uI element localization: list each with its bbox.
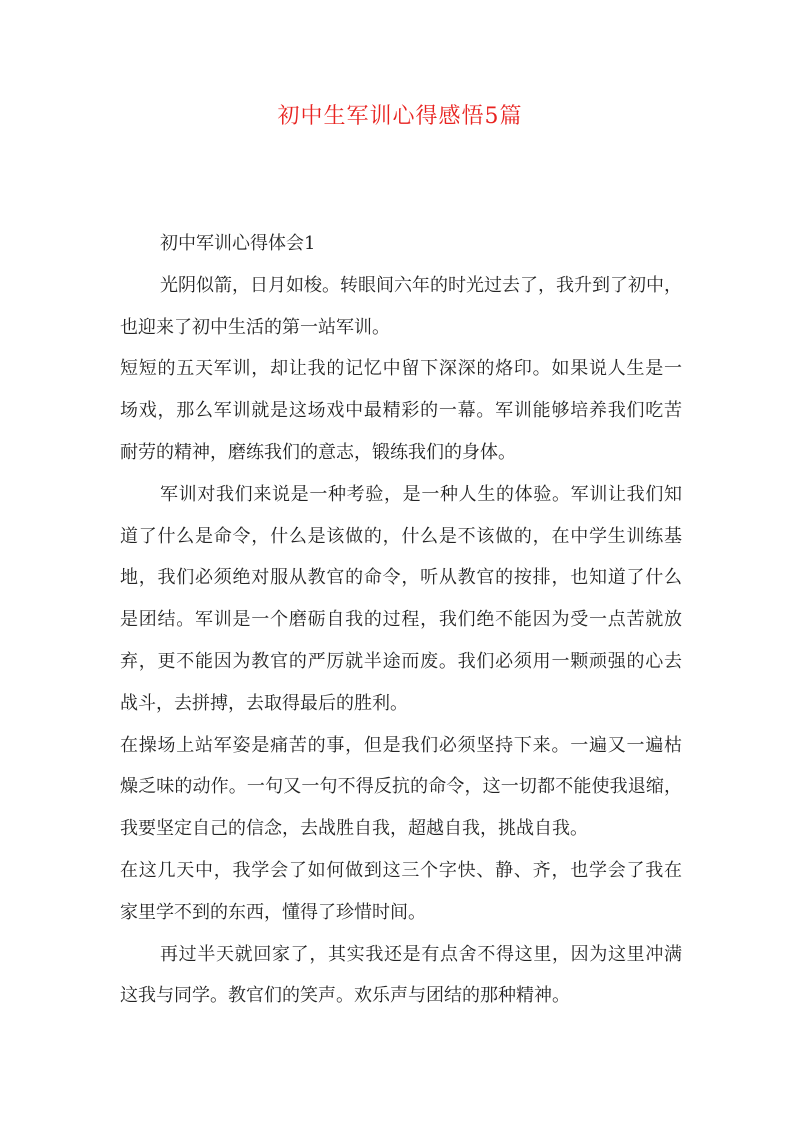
section-heading [120,223,682,265]
text-line: 军训对我们来说是一种考验，是一种人生的体验。军训让我们知 [160,483,682,505]
text-line: 短短的五天军训，却让我的记忆中留下深深的烙印。如果说人生是一 [120,358,682,380]
text-line: 是团结。军训是一个磨砺自我的过程，我们绝不能因为受一点苦就放 [120,609,682,631]
document-body [120,223,682,1017]
text-line: 这我与同学。教官们的笑声。欢乐声与团结的那种精神。 [120,985,570,1007]
paragraph [120,725,682,850]
text-line: 道了什么是命令，什么是该做的，什么是不该做的，在中学生训练基 [120,525,682,547]
paragraph [120,850,682,934]
text-line: 光阴似箭，日月如梭。转眼间六年的时光过去了，我升到了初中， [160,274,682,296]
text-line: 也迎来了初中生活的第一站军训。 [120,316,390,338]
text-line: 初中军训心得体会1 [160,233,316,254]
text-line: 地，我们必须绝对服从教官的命令，听从教官的按排，也知道了什么 [120,567,682,589]
text-line: 燥乏味的动作。一句又一句不得反抗的命令，这一切都不能使我退缩， [120,776,682,798]
paragraph [120,934,682,1018]
text-line: 战斗，去拼搏，去取得最后的胜利。 [120,692,408,714]
text-line: 在这几天中，我学会了如何做到这三个字快、静、齐，也学会了我在 [120,859,682,881]
paragraph [120,474,682,725]
paragraph [120,265,682,349]
text-line: 再过半天就回家了，其实我还是有点舍不得这里，因为这里冲满 [160,943,682,965]
document-title: 初中生军训心得感悟5篇 [277,104,523,129]
text-line: 我要坚定自己的信念，去战胜自我，超越自我，挑战自我。 [120,818,588,840]
text-line: 弃，更不能因为教官的严厉就半途而废。我们必须用一颗顽强的心去 [120,650,682,672]
text-line: 在操场上站军姿是痛苦的事，但是我们必须坚持下来。一遍又一遍枯 [120,734,682,756]
paragraph [120,348,682,473]
text-line: 耐劳的精神，磨练我们的意志，锻练我们的身体。 [120,441,516,463]
text-line: 场戏，那么军训就是这场戏中最精彩的一幕。军训能够培养我们吃苦 [120,400,682,422]
text-line: 家里学不到的东西，懂得了珍惜时间。 [120,901,426,923]
